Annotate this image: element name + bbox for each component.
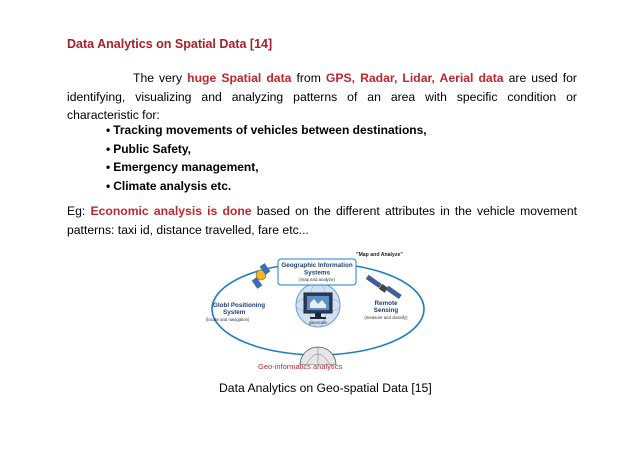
bullet-item: • Climate analysis etc.	[106, 177, 427, 196]
rs-label-line2: Sensing	[373, 307, 399, 314]
gps-label-line1: Globl Positioning	[213, 302, 266, 309]
map-and-analyze: "Map and Analyze"	[356, 252, 403, 258]
bullet-item: • Emergency management,	[106, 158, 427, 177]
gps-label-line2: System	[223, 309, 246, 316]
gis-sub: (map and analyze)	[299, 277, 335, 282]
slide-title: Data Analytics on Spatial Data [14]	[67, 37, 273, 51]
intro-huge-spatial-data: huge Spatial data	[187, 71, 292, 85]
example-rest: based on the different attributes in the vehicle movement patterns: taxi id, distance travelled, fare etc...	[67, 204, 577, 237]
center-label: geoscale	[308, 320, 328, 325]
figure-inner-caption: Geo-informatics analytics	[258, 362, 343, 371]
rs-label-line1: Remote	[374, 300, 398, 307]
example-prefix: Eg:	[67, 204, 86, 218]
bullet-item: • Tracking movements of vehicles between destinations,	[106, 121, 427, 140]
bullet-item: • Public Safety,	[106, 140, 427, 159]
bullet-list	[106, 121, 427, 195]
intro-the-very: The very	[133, 71, 183, 85]
gps-sub: (locate and navigation)	[206, 317, 250, 322]
intro-paragraph	[67, 69, 577, 125]
intro-rest: are used for identifying, visualizing and analyzing patterns of an area with specific condition or characteristic for:	[67, 71, 577, 122]
geo-informatics-figure	[198, 247, 438, 365]
intro-sources: GPS, Radar, Lidar, Aerial data	[325, 71, 504, 85]
intro-from: from	[296, 71, 321, 85]
figure-caption: Data Analytics on Geo-spatial Data [15]	[219, 381, 432, 395]
rs-sub: (measure and classify)	[364, 315, 408, 320]
gis-title-line1: Geographic Information	[281, 262, 353, 269]
example-paragraph	[67, 202, 577, 239]
example-highlight: Economic analysis is done	[90, 204, 252, 218]
gis-title-line2: Systems	[304, 269, 330, 277]
